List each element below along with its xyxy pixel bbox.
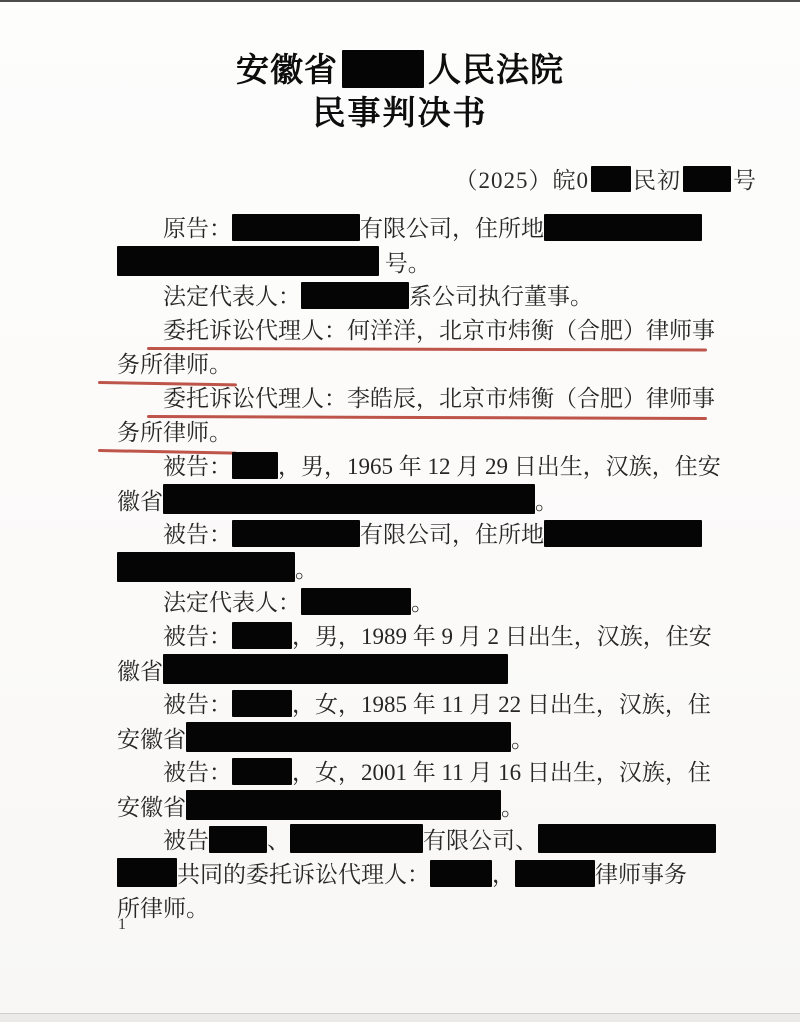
redaction-box <box>301 282 409 309</box>
text-run: 共同的委托诉讼代理人： <box>177 862 430 887</box>
photo-top-edge <box>0 0 800 2</box>
text-run: 务所律师。 <box>117 420 232 445</box>
text-run: 、 <box>267 828 290 853</box>
text-run: 安徽省 <box>117 795 186 820</box>
redaction-box <box>515 860 595 887</box>
text-run: 委托诉讼代理人：李皓辰，北京市炜衡（合肥）律师事 <box>163 386 715 411</box>
page-bottom-edge <box>0 1013 800 1022</box>
redaction-box <box>301 588 411 615</box>
text-run: 民初 <box>633 168 681 193</box>
document-text-line <box>117 348 717 382</box>
text-run: 被告： <box>163 624 232 649</box>
text-run: 。 <box>295 557 318 582</box>
document-text-line <box>117 892 717 926</box>
document-text-line <box>117 484 717 518</box>
redaction-box <box>591 166 631 192</box>
text-run: 法定代表人： <box>163 590 301 615</box>
text-run: 安徽省 <box>117 727 186 752</box>
text-run: 安徽省 <box>236 51 338 88</box>
document-text-line <box>117 586 717 620</box>
redaction-box <box>117 858 177 887</box>
text-run: 号。 <box>379 251 431 276</box>
redaction-box <box>232 214 360 241</box>
court-name-line <box>0 48 800 92</box>
redaction-box <box>117 552 295 582</box>
document-text-line <box>117 212 717 246</box>
redaction-box <box>538 824 716 853</box>
text-run: 原告： <box>163 216 232 241</box>
document-text-line <box>117 280 717 314</box>
document-text-line <box>117 654 717 688</box>
text-run: 。 <box>511 727 534 752</box>
text-run: 被告： <box>163 522 232 547</box>
text-run: 法定代表人： <box>163 284 301 309</box>
redaction-box <box>544 520 702 547</box>
redaction-box <box>232 520 360 547</box>
text-run: （2025）皖0 <box>454 168 589 193</box>
document-text-line <box>117 552 717 586</box>
document-text-line <box>117 722 717 756</box>
redaction-box <box>186 722 511 752</box>
redaction-box <box>163 654 508 684</box>
text-run: 徽省 <box>117 489 163 514</box>
redaction-box <box>544 214 702 241</box>
document-title: 民事判决书 <box>312 94 488 131</box>
document-text-line <box>117 858 717 892</box>
document-text-line <box>117 314 717 348</box>
case-number <box>455 164 758 198</box>
text-run: 有限公司，住所地 <box>360 216 544 241</box>
document-text-line <box>117 620 717 654</box>
redaction-box <box>163 484 535 514</box>
text-run: 人民法院 <box>428 51 564 88</box>
document-text-line <box>117 246 717 280</box>
document-text-line <box>117 450 721 484</box>
text-run: 被告 <box>163 828 209 853</box>
text-run: 律师事务 <box>595 862 687 887</box>
text-run: 委托诉讼代理人：何洋洋，北京市炜衡（合肥）律师事 <box>163 318 715 343</box>
redaction-box <box>117 246 379 276</box>
text-run: 被告： <box>163 692 232 717</box>
document-text-line <box>117 790 717 824</box>
page-number: 1 <box>118 916 126 933</box>
document-text-line <box>117 416 717 450</box>
document-text-line <box>117 756 717 790</box>
redaction-box <box>232 452 278 479</box>
redaction-box <box>209 826 267 853</box>
text-run: 系公司执行董事。 <box>409 284 593 309</box>
text-run: 徽省 <box>117 659 163 684</box>
redaction-box <box>232 758 292 785</box>
text-run: 号 <box>733 168 757 193</box>
text-run: ， <box>492 862 515 887</box>
text-run: 被告： <box>163 760 232 785</box>
text-run: ，男，1989 年 9 月 2 日出生，汉族，住安 <box>292 624 712 649</box>
text-run: ，男，1965 年 12 月 29 日出生，汉族，住安 <box>278 454 721 479</box>
document-text-line <box>117 518 717 552</box>
document-text-line <box>117 688 717 722</box>
text-run: 。 <box>501 795 524 820</box>
text-run: 所律师。 <box>117 896 209 921</box>
document-text-line <box>117 382 717 416</box>
text-run: ，女，2001 年 11 月 16 日出生，汉族，住 <box>292 760 711 785</box>
redaction-box <box>290 824 423 853</box>
document-body <box>117 212 721 926</box>
redaction-box <box>430 860 492 887</box>
text-run: 有限公司、 <box>423 828 538 853</box>
text-run: 。 <box>535 489 558 514</box>
document-text-line <box>117 824 717 858</box>
text-run: 被告： <box>163 454 232 479</box>
redaction-box <box>342 50 424 88</box>
redaction-box <box>232 690 292 717</box>
redaction-box <box>683 166 731 192</box>
text-run: 有限公司，住所地 <box>360 522 544 547</box>
redaction-box <box>232 622 292 649</box>
redaction-box <box>186 790 501 820</box>
text-run: 务所律师。 <box>117 352 232 377</box>
text-run: 。 <box>411 590 434 615</box>
text-run: ，女，1985 年 11 月 22 日出生，汉族，住 <box>292 692 711 717</box>
